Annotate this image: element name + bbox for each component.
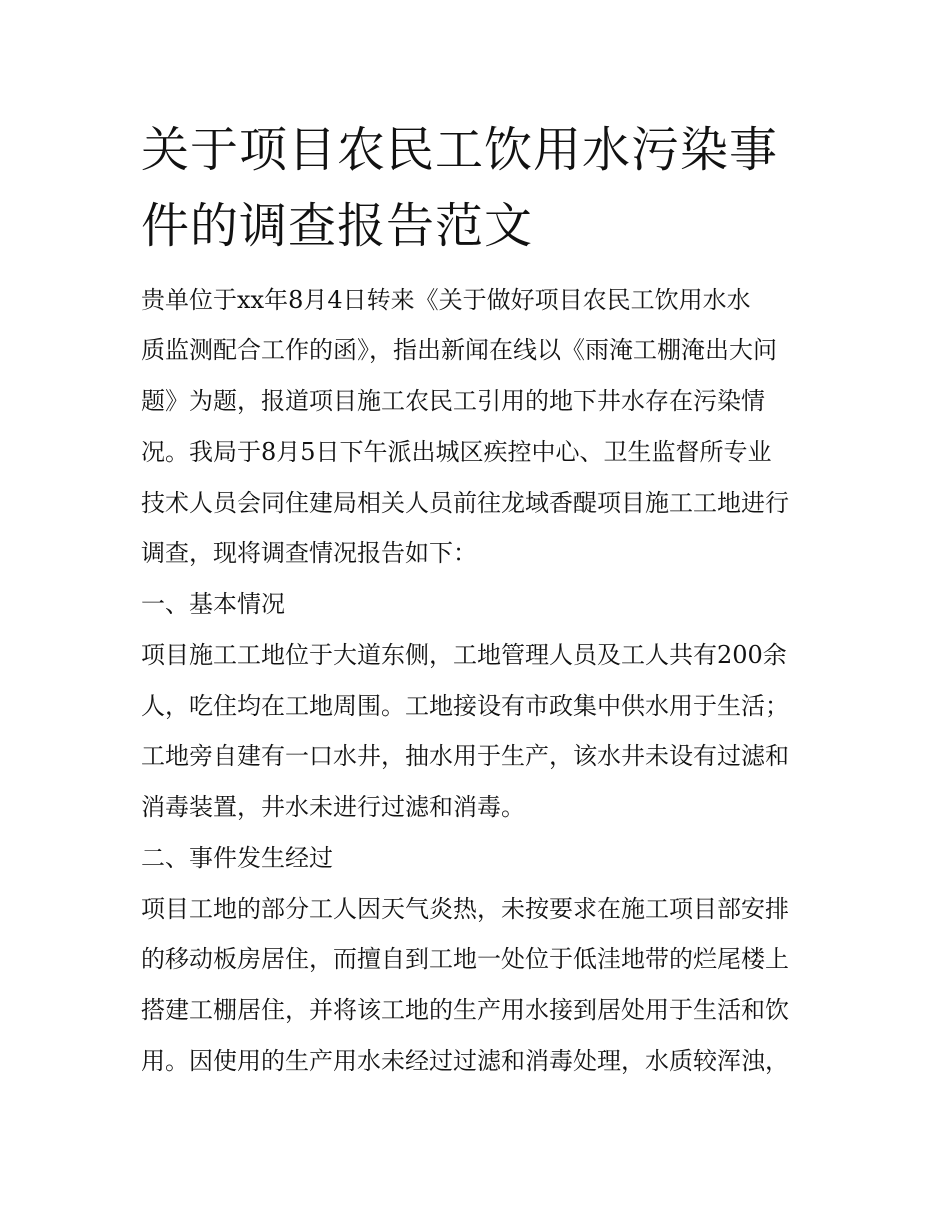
body-line: 项目工地的部分工人因天气炎热，未按要求在施工项目部安排	[141, 895, 789, 923]
body-line: 贵单位于xx年8月4日转来《关于做好项目农民工饮用水水	[141, 286, 751, 314]
body-line: 调查，现将调查情况报告如下：	[141, 539, 477, 567]
body-line: 的移动板房居住，而擅自到工地一处位于低洼地带的烂尾楼上	[141, 945, 789, 973]
title-line: 件的调查报告范文	[141, 198, 534, 254]
body-line: 况。我局于8月5日下午派出城区疾控中心、卫生监督所专业	[141, 438, 772, 466]
body-line: 消毒装置，井水未进行过滤和消毒。	[141, 793, 525, 821]
body-line: 质监测配合工作的函》，指出新闻在线以《雨淹工棚淹出大问	[141, 336, 777, 364]
section-heading: 二、事件发生经过	[141, 844, 333, 872]
section-heading: 一、基本情况	[141, 590, 285, 618]
body-line: 技术人员会同住建局相关人员前往龙域香醍项目施工工地进行	[141, 489, 789, 517]
body-line: 人，吃住均在工地周围。工地接设有市政集中供水用于生活；	[141, 692, 789, 720]
document-title	[141, 112, 821, 264]
body-line: 题》为题，报道项目施工农民工引用的地下井水存在污染情	[141, 387, 765, 415]
title-line: 关于项目农民工饮用水污染事	[141, 122, 779, 178]
body-line: 用。因使用的生产用水未经过过滤和消毒处理，水质较浑浊，	[141, 1047, 789, 1075]
body-line: 工地旁自建有一口水井，抽水用于生产，该水井未设有过滤和	[141, 742, 789, 770]
body-line: 项目施工工地位于大道东侧，工地管理人员及工人共有200余	[141, 641, 787, 669]
body-line: 搭建工棚居住，并将该工地的生产用水接到居处用于生活和饮	[141, 996, 789, 1024]
